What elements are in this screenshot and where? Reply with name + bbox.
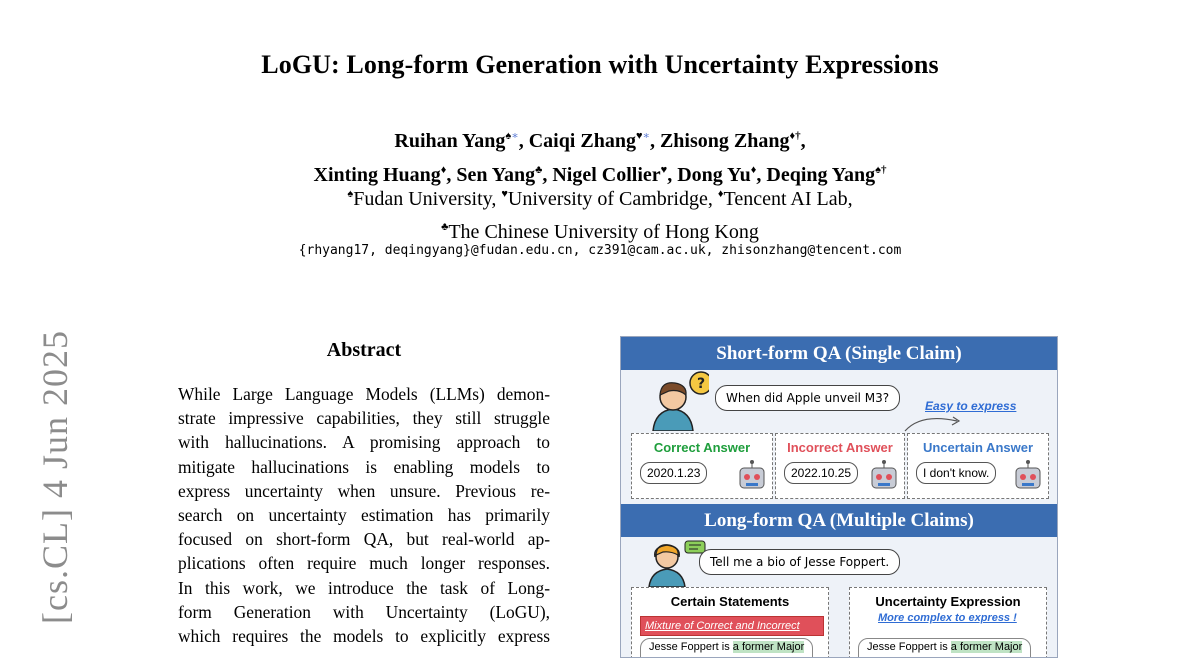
snippet-highlight: a former Major <box>732 641 805 653</box>
abstract-line: search on uncertainty estimation has primarily <box>178 504 550 525</box>
certain-snippet <box>640 638 813 658</box>
author-separator: , <box>518 130 529 152</box>
affiliations <box>0 180 1200 246</box>
author-name: Sen Yang <box>456 164 536 186</box>
easy-to-express-label: Easy to express <box>925 399 1017 413</box>
user-question-icon <box>639 371 709 431</box>
long-form-header: Long-form QA (Multiple Claims) <box>621 504 1057 537</box>
abstract-line: with hallucinations. A promising approach to <box>178 432 550 453</box>
equal-contribution-mark: ∗ <box>511 130 519 142</box>
abstract-line: form Generation with Uncertainty (LoGU), <box>178 601 550 622</box>
affiliation-mark: ♣ <box>535 164 543 176</box>
author-separator: , <box>756 164 767 186</box>
affiliation-name: Fudan University, <box>353 188 502 210</box>
robot-icon <box>868 460 900 492</box>
author-name: Deqing Yang <box>766 164 876 186</box>
certain-statements-title: Certain Statements <box>670 594 790 609</box>
uncertain-snippet <box>858 638 1031 658</box>
arxiv-stamp <box>35 330 75 648</box>
abstract-line: mitigate hallucinations is enabling models to <box>178 456 550 477</box>
affiliation-mark: ♦ <box>440 164 447 176</box>
equal-contribution-mark: ∗ <box>642 130 650 142</box>
uncertain-answer-value: I don't know. <box>916 462 996 484</box>
short-form-header: Short-form QA (Single Claim) <box>621 337 1057 370</box>
teaser-figure <box>620 336 1058 658</box>
robot-icon <box>1012 460 1044 492</box>
arxiv-stamp-text: [cs.CL] 4 Jun 2025 <box>35 330 75 624</box>
author-separator: , <box>542 164 553 186</box>
incorrect-answer-title: Incorrect Answer <box>787 440 893 455</box>
certain-statements-box <box>631 587 829 658</box>
paper-title: LoGU: Long-form Generation with Uncertainty Expressions <box>261 50 939 79</box>
robot-icon <box>736 460 768 492</box>
affiliation-mark: ♥ <box>635 130 643 142</box>
affiliation-name: Tencent AI Lab, <box>723 188 853 210</box>
svg-text:?: ? <box>696 376 706 392</box>
uncertain-answer-box <box>907 433 1049 499</box>
snippet-text: Jesse Foppert is <box>867 641 951 653</box>
abstract-line: In this work, we introduce the task of Long- <box>178 577 550 598</box>
affiliations-line-2 <box>0 213 1200 246</box>
abstract-heading: Abstract <box>326 339 402 361</box>
author-separator: , <box>446 164 457 186</box>
affiliation-mark: ♥ <box>501 188 508 200</box>
affiliation-mark: ♠ <box>347 188 354 200</box>
affiliation-mark: ♣ <box>441 221 449 233</box>
affiliation-mark: ♠† <box>875 164 887 176</box>
author-separator: , <box>649 130 660 152</box>
correct-answer-box <box>631 433 773 499</box>
author-name: Ruihan Yang <box>394 130 506 152</box>
mixture-tag: Mixture of Correct and Incorrect <box>640 616 824 636</box>
snippet-text: Jesse Foppert is <box>649 641 733 653</box>
author-separator: , <box>667 164 678 186</box>
abstract-line: express uncertainty when unsure. Previous re- <box>178 480 550 501</box>
author-name: Dong Yu <box>677 164 751 186</box>
author-emails: {rhyang17, deqingyang}@fudan.edu.cn, cz391@cam.ac.uk, zhisonzhang@tencent.com <box>298 243 902 258</box>
author-separator: , <box>800 130 806 152</box>
authors-line-1 <box>0 122 1200 156</box>
affiliation-name: University of Cambridge, <box>507 188 718 210</box>
correct-answer-value: 2020.1.23 <box>640 462 707 484</box>
snippet-highlight: a former Major <box>950 641 1023 653</box>
affiliation-mark: ♦ <box>750 164 757 176</box>
author-name: Zhisong Zhang <box>659 130 790 152</box>
affiliation-name: The Chinese University of Hong Kong <box>448 221 759 243</box>
affiliation-mark: ♦ <box>717 188 724 200</box>
incorrect-answer-box <box>775 433 905 499</box>
affiliation-mark: ♠ <box>505 130 512 142</box>
affiliation-mark: ♦† <box>789 130 801 142</box>
affiliation-mark: ♥ <box>660 164 668 176</box>
complex-label: More complex to express ! <box>878 612 1017 624</box>
abstract-line: focused on short-form QA, but real-world ap- <box>178 529 550 550</box>
abstract-body <box>178 382 550 648</box>
author-name: Caiqi Zhang <box>528 130 636 152</box>
incorrect-answer-value: 2022.10.25 <box>784 462 858 484</box>
correct-answer-title: Correct Answer <box>653 440 751 455</box>
author-name: Nigel Collier <box>552 164 661 186</box>
abstract-line: While Large Language Models (LLMs) demon- <box>178 384 550 404</box>
uncertainty-expression-box <box>849 587 1047 658</box>
short-question-bubble: When did Apple unveil M3? <box>715 385 900 411</box>
uncertainty-expression-title: Uncertainty Expression <box>875 594 1021 609</box>
uncertain-answer-title: Uncertain Answer <box>922 440 1034 455</box>
long-question-bubble: Tell me a bio of Jesse Foppert. <box>699 549 900 575</box>
abstract-line: strate impressive capabilities, they still struggle <box>178 408 550 429</box>
author-name: Xinting Huang <box>313 164 441 186</box>
abstract-line: which requires the models to explicitly express <box>178 625 550 646</box>
affiliations-line-1 <box>0 180 1200 213</box>
easy-arrow-icon <box>901 407 971 435</box>
abstract-line: plications often require much longer responses. <box>178 553 550 574</box>
